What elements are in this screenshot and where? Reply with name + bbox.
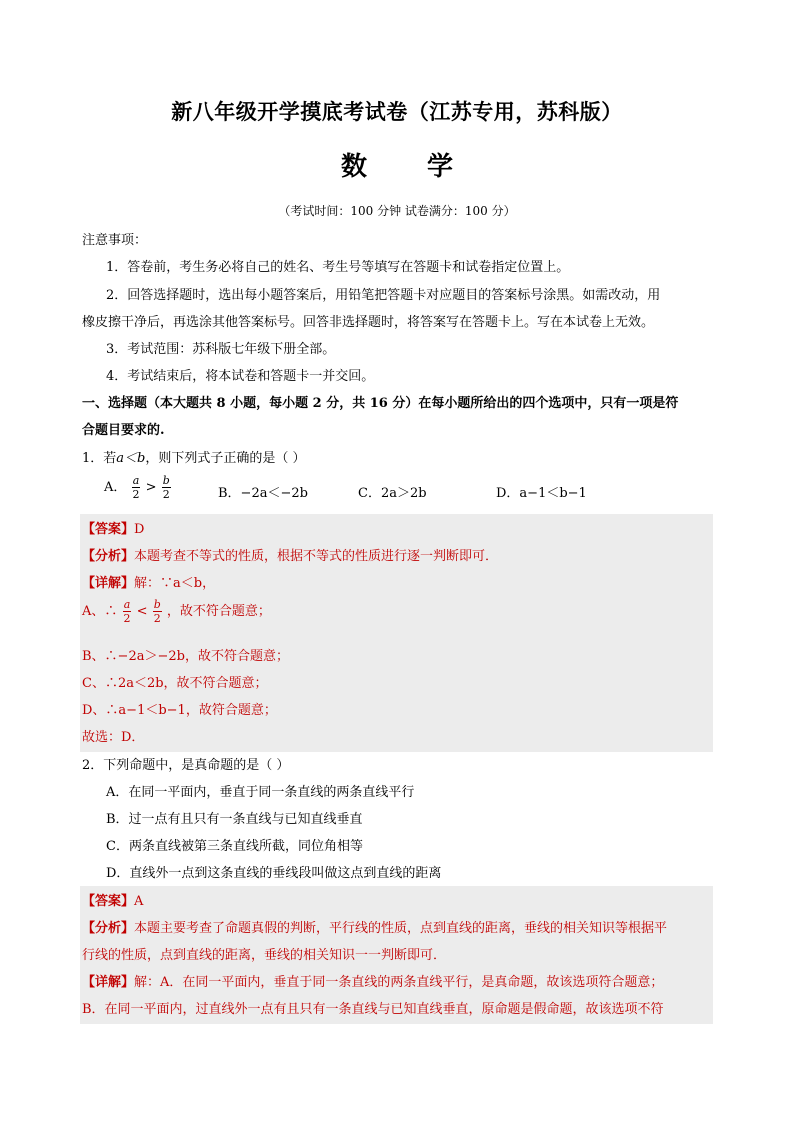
page-title: 新八年级开学摸底考试卷（江苏专用，苏科版） [171, 99, 623, 124]
q1-option-b: B．−2a＜−2b [218, 486, 308, 501]
q1-option-d: D．a−1＜b−1 [496, 486, 587, 501]
q2-analysis: 【分析】本题主要考查了命题真假的判断，平行线的性质，点到直线的距离，垂线的相关知识等根据平 [82, 921, 668, 936]
fraction: $\frac{b}{2}$ [162, 474, 170, 501]
q2-option-b: B．过一点有且只有一条直线与已知直线垂直 [106, 812, 363, 827]
q2-analysis-continued: 行线的性质，点到直线的距离，垂线的相关知识一一判断即可． [82, 948, 447, 963]
q1-detail-a: A、∴ $\frac{a}{2}$ < $\frac{b}{2}$ ，故不符合题意； [82, 598, 271, 625]
notice-item-continued: 橡皮擦干净后，再选涂其他答案标号。回答非选择题时，将答案写在答题卡上。写在本试卷上无效。 [82, 315, 655, 330]
notice-item: 4．考试结束后，将本试卷和答题卡一并交回。 [106, 369, 375, 384]
q1-detail-b: B、∴−2a＞−2b，故不符合题意； [82, 649, 289, 664]
q2-detail-continued: B．在同一平面内，过直线外一点有且只有一条直线与已知直线垂直，原命题是假命题，故该选项不符 [82, 1002, 664, 1017]
notice-item: 1．答卷前，考生务必将自己的姓名、考生号等填写在答题卡和试卷指定位置上。 [106, 260, 570, 275]
section-heading-continued: 合题目要求的. [82, 423, 165, 438]
q1-analysis: 【分析】本题考查不等式的性质，根据不等式的性质进行逐一判断即可． [82, 549, 499, 564]
q1-option-a: A． $\frac{a}{2}$ > $\frac{b}{2}$ [104, 474, 170, 501]
notice-heading: 注意事项： [82, 233, 148, 248]
fraction: $\frac{a}{2}$ [123, 598, 131, 625]
q2-detail: 【详解】解：A．在同一平面内，垂直于同一条直线的两条直线平行，是真命题，故该选项符合题意； [82, 975, 664, 990]
question-2-stem: 2．下列命题中，是真命题的是（ ） [82, 758, 290, 773]
notice-item: 3．考试范围：苏科版七年级下册全部。 [106, 342, 336, 357]
q2-answer: 【答案】A [82, 894, 144, 909]
q1-detail-c: C、∴2a＜2b，故不符合题意； [82, 676, 268, 691]
q2-option-c: C．两条直线被第三条直线所截，同位角相等 [106, 839, 363, 854]
question-1-stem: 1．若a＜b，则下列式子正确的是（ ） [82, 451, 306, 466]
exam-info: （考试时间：100 分钟 试卷满分：100 分） [278, 204, 516, 218]
subject-heading: 数学 [340, 152, 513, 182]
q1-answer: 【答案】D [82, 522, 145, 537]
q1-conclusion: 故选：D． [82, 730, 145, 745]
fraction: $\frac{a}{2}$ [132, 474, 140, 501]
q2-option-a: A．在同一平面内，垂直于同一条直线的两条直线平行 [106, 785, 415, 800]
q1-detail-intro: 【详解】解：∵a＜b， [82, 576, 216, 591]
q1-option-c: C．2a＞2b [358, 486, 427, 501]
fraction: $\frac{b}{2}$ [153, 598, 161, 625]
q2-option-d: D．直线外一点到这条直线的垂线段叫做这点到直线的距离 [106, 866, 442, 881]
notice-item: 2．回答选择题时，选出每小题答案后，用铅笔把答题卡对应题目的答案标号涂黑。如需改动，用 [106, 288, 661, 303]
q1-detail-d: D、∴a−1＜b−1，故符合题意； [82, 703, 277, 718]
section-heading: 一、选择题（本大题共 8 小题，每小题 2 分，共 16 分）在每小题所给出的四个选项中，只有一项是符 [82, 396, 679, 411]
